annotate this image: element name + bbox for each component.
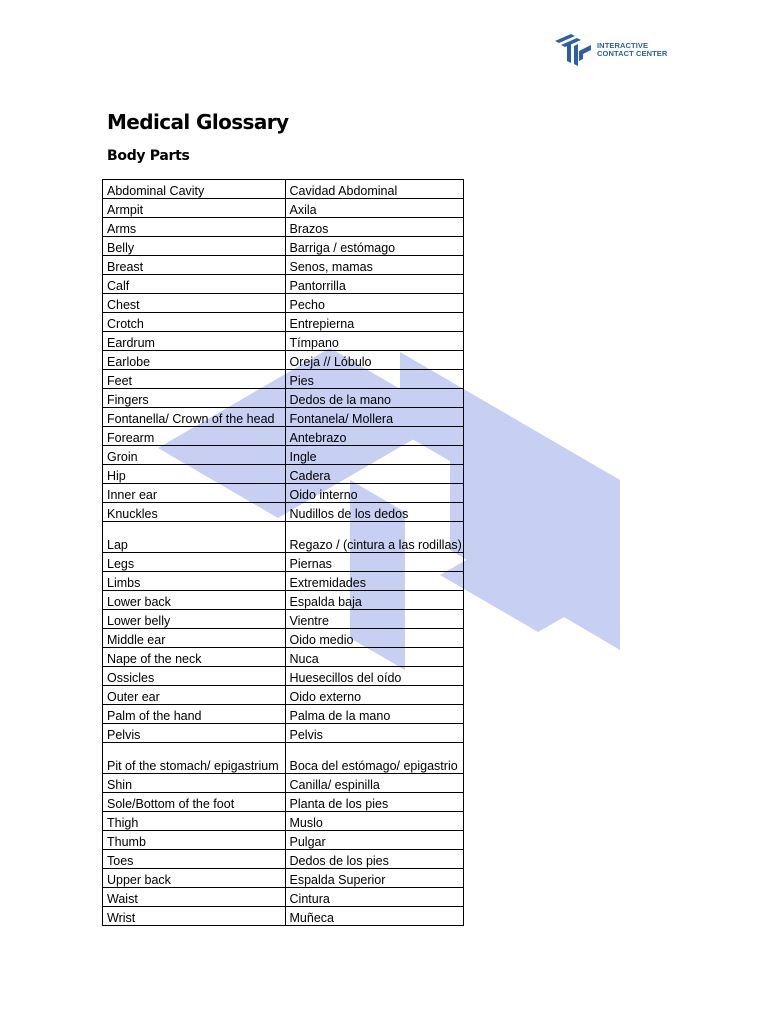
term-spanish: Extremidades xyxy=(285,572,463,591)
term-spanish: Senos, mamas xyxy=(285,256,463,275)
term-spanish: Espalda baja xyxy=(285,591,463,610)
table-row xyxy=(103,218,464,237)
table-row xyxy=(103,446,464,465)
term-spanish: Cavidad Abdominal xyxy=(285,180,463,199)
table-row xyxy=(103,275,464,294)
term-english: Thigh xyxy=(103,812,286,831)
table-row xyxy=(103,850,464,869)
term-spanish: Boca del estómago/ epigastrio xyxy=(285,743,463,774)
term-spanish: Dedos de los pies xyxy=(285,850,463,869)
term-spanish: Espalda Superior xyxy=(285,869,463,888)
section-title: Body Parts xyxy=(107,148,190,164)
table-row xyxy=(103,294,464,313)
term-english: Toes xyxy=(103,850,286,869)
term-spanish: Nudillos de los dedos xyxy=(285,503,463,522)
table-row xyxy=(103,503,464,522)
term-english: Forearm xyxy=(103,427,286,446)
table-row xyxy=(103,705,464,724)
table-row xyxy=(103,907,464,926)
table-row xyxy=(103,831,464,850)
term-english: Ossicles xyxy=(103,667,286,686)
table-row xyxy=(103,256,464,275)
table-row xyxy=(103,199,464,218)
table-row xyxy=(103,572,464,591)
term-spanish: Brazos xyxy=(285,218,463,237)
term-spanish: Antebrazo xyxy=(285,427,463,446)
term-english: Feet xyxy=(103,370,286,389)
table-row xyxy=(103,667,464,686)
term-english: Eardrum xyxy=(103,332,286,351)
term-spanish: Entrepierna xyxy=(285,313,463,332)
term-english: Upper back xyxy=(103,869,286,888)
term-english: Lower back xyxy=(103,591,286,610)
term-english: Crotch xyxy=(103,313,286,332)
term-spanish: Oreja // Lóbulo xyxy=(285,351,463,370)
term-english: Lower belly xyxy=(103,610,286,629)
term-spanish: Oido interno xyxy=(285,484,463,503)
term-english: Shin xyxy=(103,774,286,793)
term-english: Outer ear xyxy=(103,686,286,705)
term-spanish: Fontanela/ Mollera xyxy=(285,408,463,427)
glossary-table xyxy=(102,179,464,926)
term-english: Legs xyxy=(103,553,286,572)
table-row xyxy=(103,370,464,389)
table-row xyxy=(103,888,464,907)
term-spanish: Barriga / estómago xyxy=(285,237,463,256)
term-english: Waist xyxy=(103,888,286,907)
table-row xyxy=(103,332,464,351)
term-spanish: Ingle xyxy=(285,446,463,465)
term-english: Pelvis xyxy=(103,724,286,743)
table-row xyxy=(103,389,464,408)
term-english: Pit of the stomach/ epigastrium xyxy=(103,743,286,774)
term-spanish: Vientre xyxy=(285,610,463,629)
term-english: Inner ear xyxy=(103,484,286,503)
term-english: Knuckles xyxy=(103,503,286,522)
term-english: Breast xyxy=(103,256,286,275)
term-spanish: Regazo / (cintura a las rodillas) xyxy=(285,522,463,553)
term-english: Chest xyxy=(103,294,286,313)
term-spanish: Palma de la mano xyxy=(285,705,463,724)
document-title: Medical Glossary xyxy=(107,110,289,134)
term-spanish: Pelvis xyxy=(285,724,463,743)
table-row xyxy=(103,553,464,572)
table-row xyxy=(103,793,464,812)
term-spanish: Pecho xyxy=(285,294,463,313)
term-spanish: Muñeca xyxy=(285,907,463,926)
term-spanish: Huesecillos del oído xyxy=(285,667,463,686)
term-spanish: Pulgar xyxy=(285,831,463,850)
table-row xyxy=(103,484,464,503)
term-english: Arms xyxy=(103,218,286,237)
table-row xyxy=(103,812,464,831)
table-row xyxy=(103,408,464,427)
term-english: Middle ear xyxy=(103,629,286,648)
term-spanish: Tímpano xyxy=(285,332,463,351)
term-spanish: Axila xyxy=(285,199,463,218)
term-english: Limbs xyxy=(103,572,286,591)
icc-stripes-logo xyxy=(553,33,593,67)
term-spanish: Pies xyxy=(285,370,463,389)
company-logo xyxy=(553,32,667,68)
table-row xyxy=(103,313,464,332)
table-row xyxy=(103,237,464,256)
table-row xyxy=(103,610,464,629)
table-row xyxy=(103,427,464,446)
term-english: Abdominal Cavity xyxy=(103,180,286,199)
term-spanish: Muslo xyxy=(285,812,463,831)
logo-line-2: CONTACT CENTER xyxy=(597,49,668,58)
term-english: Earlobe xyxy=(103,351,286,370)
logo-line-1: INTERACTIVE xyxy=(597,41,649,50)
term-english: Palm of the hand xyxy=(103,705,286,724)
table-row xyxy=(103,743,464,774)
term-english: Lap xyxy=(103,522,286,553)
table-row xyxy=(103,686,464,705)
table-row xyxy=(103,591,464,610)
table-row xyxy=(103,351,464,370)
term-english: Sole/Bottom of the foot xyxy=(103,793,286,812)
table-row xyxy=(103,465,464,484)
term-spanish: Planta de los pies xyxy=(285,793,463,812)
term-english: Groin xyxy=(103,446,286,465)
table-row xyxy=(103,774,464,793)
table-row xyxy=(103,648,464,667)
term-english: Wrist xyxy=(103,907,286,926)
table-row xyxy=(103,522,464,553)
term-spanish: Canilla/ espinilla xyxy=(285,774,463,793)
table-row xyxy=(103,180,464,199)
term-english: Calf xyxy=(103,275,286,294)
term-english: Belly xyxy=(103,237,286,256)
term-english: Thumb xyxy=(103,831,286,850)
term-spanish: Cintura xyxy=(285,888,463,907)
term-spanish: Nuca xyxy=(285,648,463,667)
term-english: Fingers xyxy=(103,389,286,408)
term-english: Nape of the neck xyxy=(103,648,286,667)
term-spanish: Cadera xyxy=(285,465,463,484)
term-spanish: Piernas xyxy=(285,553,463,572)
term-spanish: Dedos de la mano xyxy=(285,389,463,408)
term-spanish: Oido medio xyxy=(285,629,463,648)
table-row xyxy=(103,629,464,648)
term-english: Armpit xyxy=(103,199,286,218)
term-spanish: Pantorrilla xyxy=(285,275,463,294)
table-row xyxy=(103,724,464,743)
table-row xyxy=(103,869,464,888)
term-english: Hip xyxy=(103,465,286,484)
term-spanish: Oido externo xyxy=(285,686,463,705)
term-english: Fontanella/ Crown of the head xyxy=(103,408,286,427)
